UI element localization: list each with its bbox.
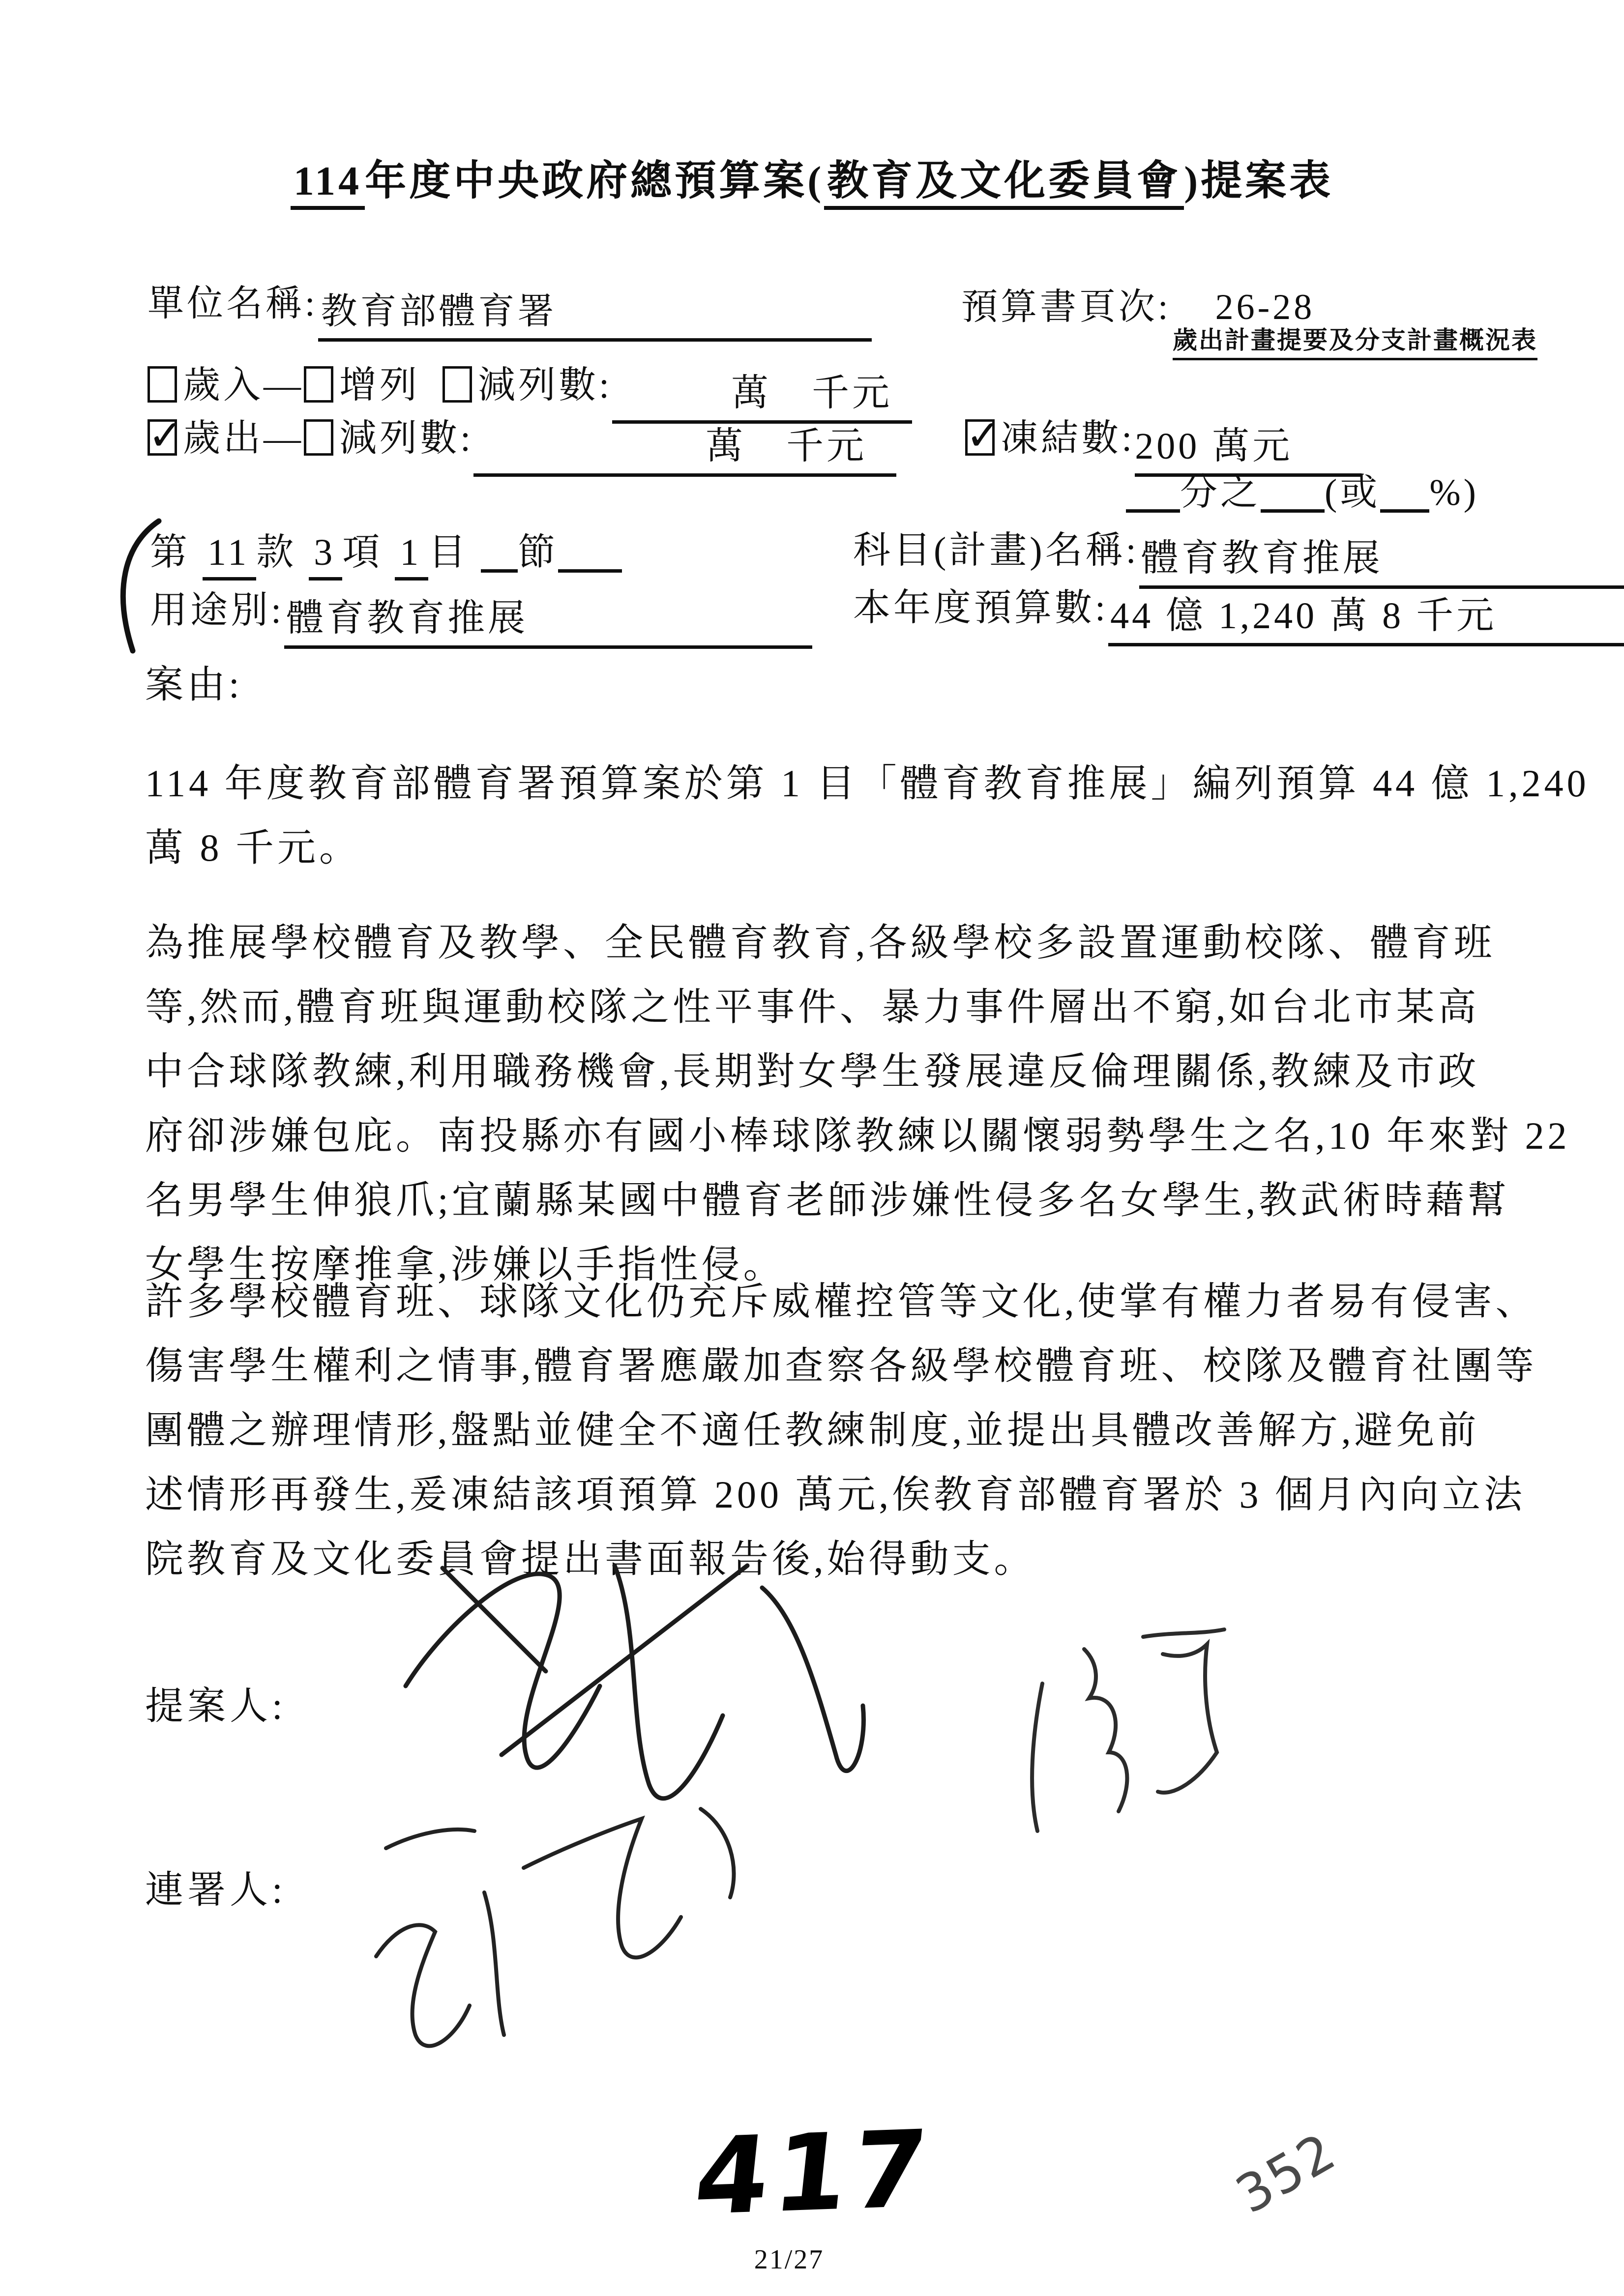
section-mu-value: 1 <box>395 532 428 581</box>
subject-value: 體育教育推展 <box>1141 538 1383 579</box>
text-line: 名男學生伸狼爪;宜蘭縣某國中體育老師涉嫌性侵多名女學生,教武術時藉幫 <box>145 1179 1510 1221</box>
title-body: 年度中央政府總預算案( <box>365 158 825 204</box>
text-line: 女學生按摩推拿,涉嫌以手指性侵。 <box>145 1243 785 1286</box>
title-year: 114 <box>291 158 365 210</box>
case-label: 案由: <box>145 663 243 706</box>
increase-label: 增列 <box>339 365 420 406</box>
page-number: 21/27 <box>754 2244 825 2275</box>
section-jie-blank <box>481 531 518 573</box>
text-line: 114 年度教育部體育署預算案於第 1 目「體育教育推展」編列預算 44 億 1,240 <box>145 762 1590 805</box>
title-tail: )提案表 <box>1184 158 1334 204</box>
section-row <box>150 522 622 576</box>
section-xiang-label: 項 <box>342 532 383 573</box>
section-jie-label: 節 <box>518 532 559 573</box>
text-line: 許多學校體育班、球隊文化仍充斥威權控管等文化,使掌有權力者易有侵害、 <box>145 1280 1537 1323</box>
secondary-signature <box>978 1627 1234 1843</box>
section-xiang-value: 3 <box>309 532 342 581</box>
fraction-blank-2 <box>1261 471 1325 513</box>
section-kuan-label: 款 <box>256 532 297 573</box>
unit-name-label: 單位名稱: <box>148 284 318 324</box>
section-tail-blank <box>558 531 622 573</box>
caption-expenditure-plan: 歲出計畫提要及分支計畫概況表 <box>1173 320 1537 360</box>
revenue-decrease-label: 減列數: <box>478 365 613 406</box>
budget-amount-value: 44 億 1,240 萬 8 千元 <box>1110 595 1497 637</box>
page-title <box>0 147 1624 207</box>
revenue-dash: — <box>264 365 304 406</box>
cosigner-label: 連署人: <box>145 1868 287 1911</box>
section-mu-label: 目 <box>428 532 469 573</box>
title-committee: 教育及文化委員會 <box>824 158 1184 210</box>
unit-name-row <box>148 274 872 342</box>
expenditure-amount-blank <box>473 416 896 477</box>
fraction-close: %) <box>1429 472 1479 513</box>
section-prefix: 第 <box>150 532 190 573</box>
usage-label: 用途別: <box>150 590 285 631</box>
usage-value: 體育教育推展 <box>286 598 529 639</box>
section-kuan-value: 11 <box>203 532 256 581</box>
text-line: 等,然而,體育班與運動校隊之性平事件、暴力事件層出不窮,如台北市某高 <box>145 986 1480 1028</box>
text-line: 述情形再發生,爰凍結該項預算 200 萬元,俟教育部體育署於 3 個月內向立法 <box>145 1473 1526 1516</box>
fraction-open: (或 <box>1325 472 1381 513</box>
cosigner-signature <box>359 1779 772 2064</box>
budget-amount-row <box>853 578 1624 646</box>
freeze-label: 凍結數: <box>1001 418 1135 459</box>
text-line: 中合球隊教練,利用職務機會,長期對女學生發展違反倫理關係,教練及市政 <box>145 1050 1480 1093</box>
budget-page-label: 預算書頁次: <box>961 287 1171 327</box>
handwritten-number-right: 352 <box>1226 2121 1347 2225</box>
handwritten-number-left: 417 <box>689 2107 938 2239</box>
paragraph-2 <box>145 910 1570 1297</box>
text-line: 院教育及文化委員會提出書面報告後,始得動支。 <box>145 1538 1036 1580</box>
increase-checkbox <box>304 366 333 403</box>
usage-row <box>150 580 812 649</box>
usage-value-underline <box>284 588 812 649</box>
unit-name-value-underline <box>318 282 872 342</box>
revenue-label: 歲入 <box>183 365 264 406</box>
revenue-decrease-checkbox <box>443 366 472 403</box>
paragraph-1 <box>145 751 1590 880</box>
expenditure-dash: — <box>264 418 304 459</box>
freeze-amount-value: 200 萬元 <box>1135 426 1293 467</box>
text-line: 傷害學生權利之情事,體育署應嚴加查察各級學校體育班、校隊及體育社團等 <box>145 1344 1537 1387</box>
text-line: 府卻涉嫌包庇。南投縣亦有國小棒球隊教練以關懷弱勢學生之名,10 年來對 22 <box>145 1114 1570 1157</box>
fraction-row <box>1126 462 1479 516</box>
revenue-checkbox <box>148 366 177 403</box>
expenditure-label: 歲出 <box>183 418 264 459</box>
expenditure-checkbox <box>148 419 177 456</box>
expenditure-unit-text: 萬 千元 <box>706 426 867 467</box>
budget-page-value: 26-28 <box>1215 287 1315 327</box>
fraction-blank-3 <box>1380 471 1429 513</box>
expenditure-decrease-label: 減列數: <box>339 418 474 459</box>
proposer-label: 提案人: <box>145 1685 287 1727</box>
budget-amount-underline <box>1108 585 1624 646</box>
text-line: 為推展學校體育及教學、全民體育教育,各級學校多設置運動校隊、體育班 <box>145 921 1496 964</box>
expenditure-decrease-checkbox <box>304 419 333 456</box>
revenue-unit-text: 萬 千元 <box>731 373 893 414</box>
text-line: 萬 8 千元。 <box>145 826 361 869</box>
budget-amount-label: 本年度預算數: <box>853 587 1109 629</box>
unit-name-value: 教育部體育署 <box>321 291 557 332</box>
fraction-mid: 分之 <box>1180 472 1261 513</box>
text-line: 團體之辦理情形,盤點並健全不適任教練制度,並提出具體改善解方,避免前 <box>145 1409 1480 1452</box>
subject-label: 科目(計畫)名稱: <box>853 530 1139 571</box>
fraction-blank-1 <box>1126 471 1180 513</box>
freeze-checkbox <box>965 419 995 456</box>
